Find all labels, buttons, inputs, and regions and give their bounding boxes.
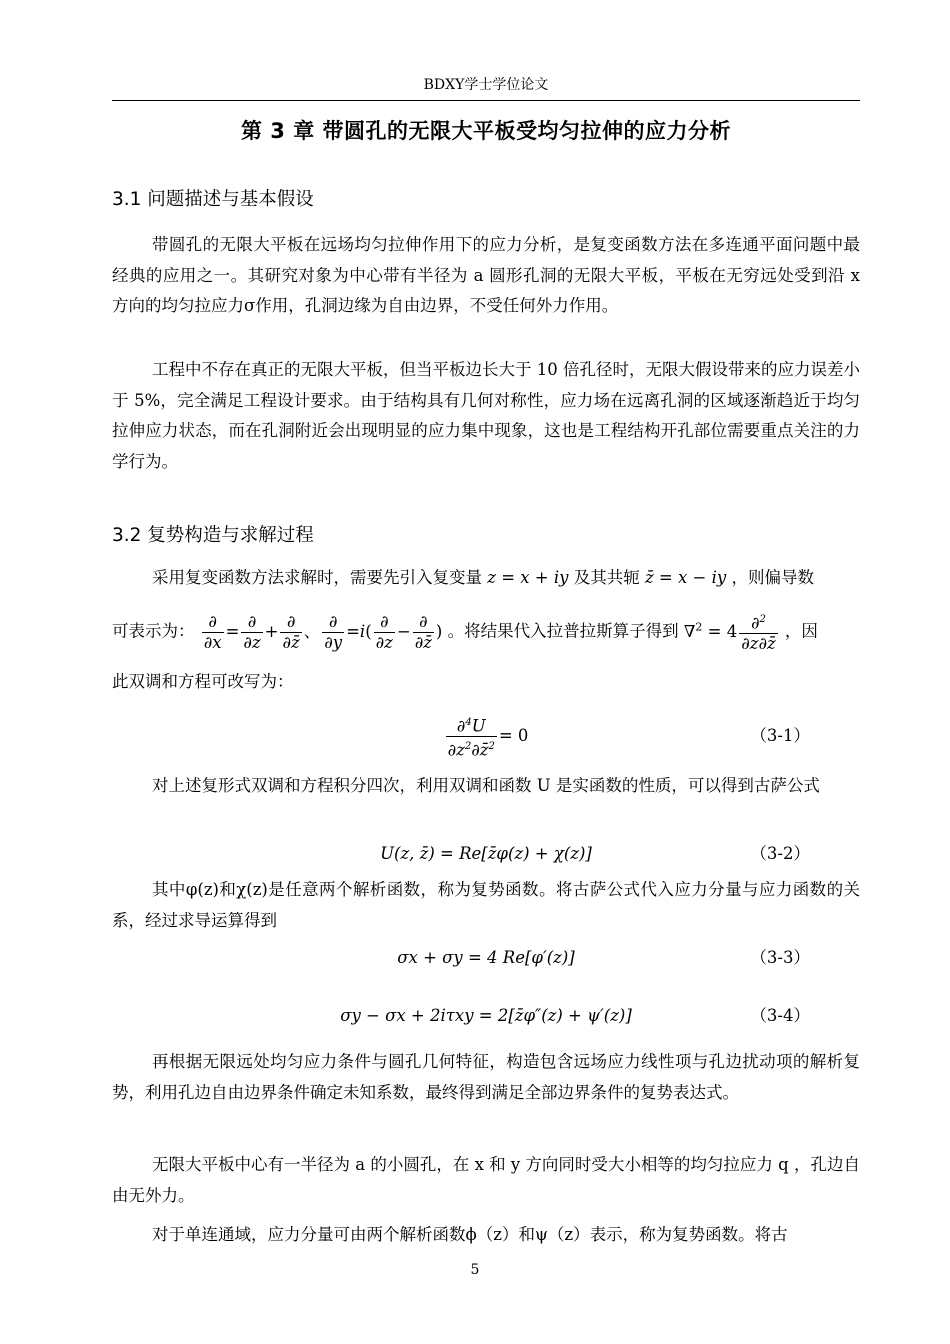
running-header: BDXY学士学位论文 <box>423 77 549 93</box>
intro-line2-start: 可表示为： <box>112 621 195 641</box>
equation-3-1 <box>112 712 860 760</box>
equation-3-2-number: （3-2） <box>750 844 810 863</box>
section-heading-3-1: 3.1 问题描述与基本假设 <box>112 189 314 210</box>
laplace-operator-formula: ∇$^2$ = 4 $\frac{\partial^2}{\partial z\partial z̄}$ <box>683 613 776 654</box>
conjugate-variable: z̄ = x − iy <box>644 568 727 587</box>
equation-3-4-body: σy − σx + 2iτxy = 2[z̄φ″(z) + ψ′(z)] <box>340 1006 632 1025</box>
intro-line-1 <box>112 563 860 593</box>
paragraph-simply-connected: 对于单连通域，应力分量可由两个解析函数ϕ（z）和ψ（z）表示，称为复势函数。将古 <box>152 1225 788 1244</box>
intro-line2-mid: 。将结果代入拉普拉斯算子得到 <box>447 621 679 641</box>
header-rule <box>112 100 860 101</box>
equation-3-4 <box>112 996 860 1036</box>
equation-3-4-number: （3-4） <box>750 1006 810 1025</box>
equation-3-3-number: （3-3） <box>750 948 810 967</box>
intro-text-a: 采用复变函数方法求解时，需要先引入复变量 <box>152 568 482 587</box>
equation-3-2 <box>112 836 860 876</box>
paragraph-goursat-intro: 对上述复形式双调和方程积分四次，利用双调和函数 U 是实函数的性质，可以得到古萨公式 <box>152 776 820 795</box>
paragraph-engineering-assumption: 工程中不存在真正的无限大平板，但当平板边长大于 10 倍孔径时，无限大假设带来的应力误差小于 5%，完全满足工程设计要求。由于结构具有几何对称性，应力场在远离孔洞的区域逐渐趋近于均匀拉伸应力状态，而在孔洞附近会出现明显的应力集中现象，这也是工程结构开孔部位需要重点关注的力学行为。 <box>112 360 860 472</box>
intro-line-3: 此双调和方程可改写为： <box>112 672 294 691</box>
section-heading-3-2: 3.2 复势构造与求解过程 <box>112 525 314 546</box>
paragraph-problem-description: 带圆孔的无限大平板在远场均匀拉伸作用下的应力分析，是复变函数方法在多连通平面问题中最经典的应用之一。其研究对象为中心带有半径为 a 圆形孔洞的无限大平板，平板在无穷远处受到沿 x 方向的均匀拉应力σ作用，孔洞边缘为自由边界，不受任何外力作用。 <box>112 235 860 316</box>
equation-3-1-body: $\frac{\partial^4U}{\partial z^2\partial z̄^2}$ = 0 <box>447 716 529 760</box>
intro-text-b: 及其共轭 <box>573 568 640 587</box>
intro-line2-end: ，因 <box>784 621 818 641</box>
paragraph-complex-potentials: 其中φ(z)和χ(z)是任意两个解析函数，称为复势函数。将古萨公式代入应力分量与应力函数的关系，经过求导运算得到 <box>112 880 860 930</box>
complex-variable: z = x + iy <box>487 568 569 587</box>
equation-3-3-body: σx + σy = 4 Re[φ′(z)] <box>397 948 575 967</box>
equation-3-1-number: （3-1） <box>750 726 810 745</box>
equation-3-2-body: U(z, z̄) = Re[z̄φ(z) + χ(z)] <box>380 844 592 863</box>
intro-line-2 <box>112 604 860 654</box>
intro-text-c: ，则偏导数 <box>731 568 814 587</box>
paragraph-boundary-conditions: 再根据无限远处均匀应力条件与圆孔几何特征，构造包含远场应力线性项与孔边扰动项的解析复势，利用孔边自由边界条件确定未知系数，最终得到满足全部边界条件的复势表达式。 <box>112 1052 860 1102</box>
partial-derivative-formula: $\frac{\partial}{\partial x}$ = $\frac{\partial}{\partial z}$ + $\frac{\partial}{\partial z̄}$ 、 $\frac{\partial}{\partial y}$ =i( $\frac{\partial}{\partial z}$ − $\frac{\partial}{\partial z̄}$ ) <box>203 611 448 652</box>
equation-3-3 <box>112 940 860 980</box>
paragraph-circular-hole: 无限大平板中心有一半径为 a 的小圆孔，在 x 和 y 方向同时受大小相等的均匀拉应力 q ，孔边自由无外力。 <box>112 1155 860 1205</box>
page-number: 5 <box>470 1262 480 1278</box>
chapter-title: 第 3 章 带圆孔的无限大平板受均匀拉伸的应力分析 <box>240 119 732 143</box>
